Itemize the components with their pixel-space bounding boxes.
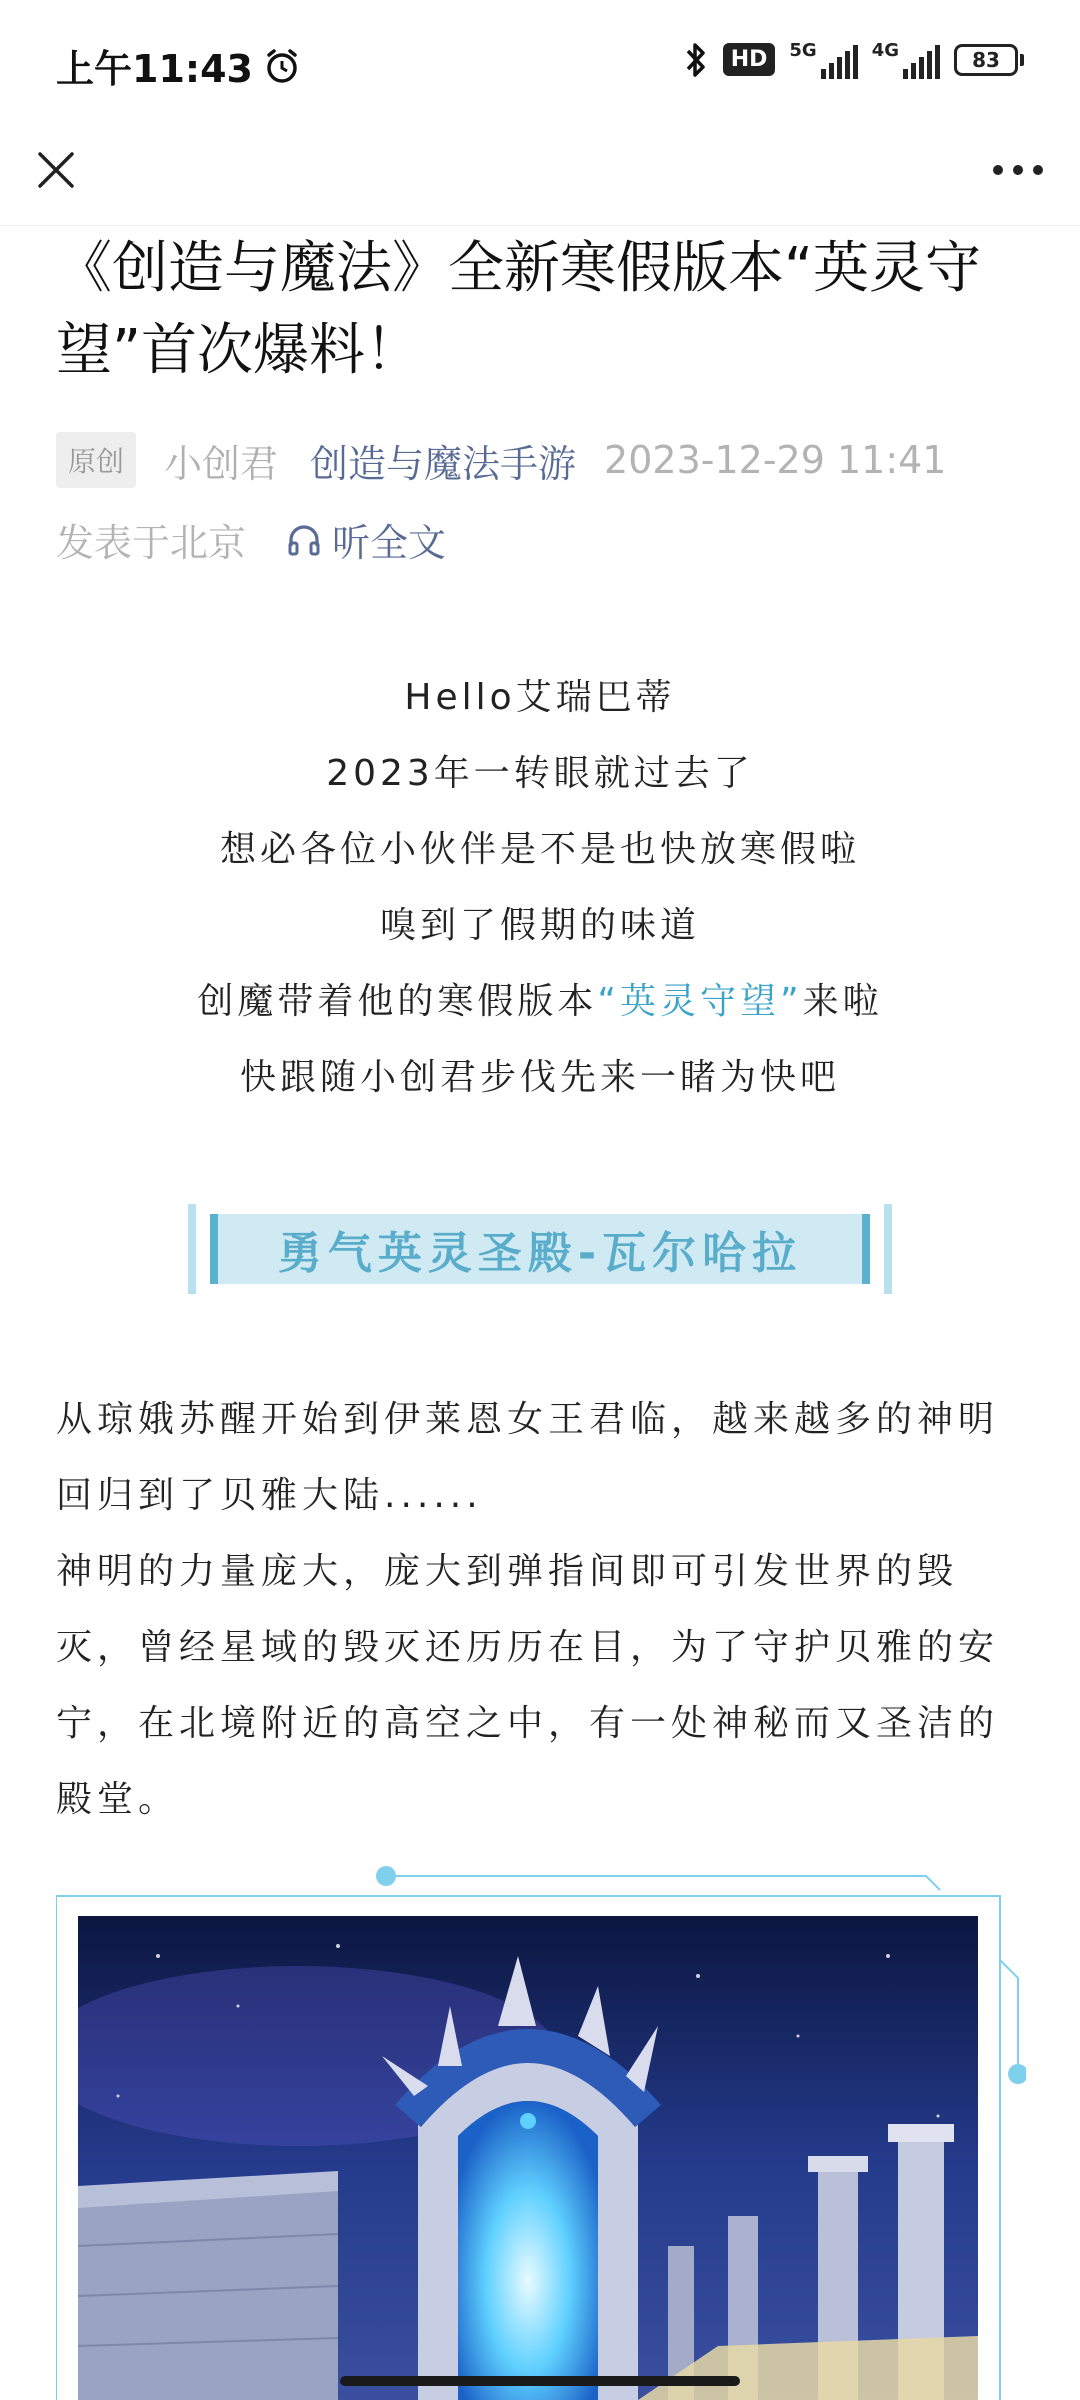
net-label-4g: 4G (871, 40, 899, 61)
alarm-icon (263, 47, 301, 85)
home-indicator[interactable] (340, 2376, 740, 2386)
intro-line: 2023年一转眼就过去了 (326, 753, 754, 794)
intro-line: Hello艾瑞巴蒂 (404, 677, 676, 718)
signal-bars-icon (821, 45, 858, 79)
close-button[interactable] (28, 142, 84, 198)
clock-text: 上午11:43 (56, 47, 253, 91)
more-button[interactable] (988, 142, 1048, 198)
battery-level: 83 (954, 44, 1018, 76)
image-frame (56, 1860, 1026, 2400)
listen-button[interactable] (286, 512, 446, 567)
temple-scene-image (78, 1916, 978, 2400)
status-bar (0, 0, 1080, 120)
article-body (56, 1382, 1026, 1838)
net-label-5g: 5G (789, 40, 817, 61)
signal-5g (789, 40, 857, 79)
status-icons (683, 40, 1024, 79)
intro-line: 嗅到了假期的味道 (379, 905, 700, 946)
original-tag: 原创 (56, 432, 136, 488)
account-link[interactable]: 创造与魔法手游 (310, 441, 577, 486)
article-title: 《创造与魔法》全新寒假版本“英灵守望”首次爆料！ (56, 236, 982, 383)
status-time (56, 38, 301, 93)
publish-location: 发表于北京 (56, 521, 247, 565)
intro-block (0, 660, 1080, 1116)
article-meta-2 (56, 512, 446, 567)
intro-line: 想必各位小伙伴是不是也快放寒假啦 (219, 829, 860, 870)
paragraph: 神明的力量庞大，庞大到弹指间即可引发世界的毁灭，曾经星域的毁灭还历历在目，为了守护贝雅的安宁，在北境附近的高空之中，有一处神秘而又圣洁的殿堂。 (56, 1551, 1000, 1820)
bluetooth-icon (683, 41, 709, 79)
section-title: 勇气英灵圣殿-瓦尔哈拉 (277, 1228, 803, 1279)
publish-date: 2023-12-29 11:41 (604, 438, 947, 482)
article-meta (56, 432, 946, 488)
section-banner (188, 1204, 892, 1294)
hd-badge: HD (723, 43, 776, 76)
signal-bars-icon (903, 45, 940, 79)
author-name[interactable]: 小创君 (164, 441, 279, 486)
nav-bar (0, 120, 1080, 226)
version-highlight: “英灵守望” (597, 981, 803, 1022)
headphone-icon (286, 522, 322, 558)
intro-prefix: 创魔带着他的寒假版本 (197, 981, 598, 1022)
intro-suffix: 来啦 (802, 981, 883, 1022)
game-screenshot[interactable] (78, 1916, 978, 2400)
signal-4g (872, 40, 940, 79)
listen-label: 听全文 (332, 521, 447, 565)
more-icon (992, 164, 1044, 176)
close-icon (36, 150, 76, 190)
battery-icon (954, 44, 1024, 76)
paragraph: 从琼娥苏醒开始到伊莱恩女王君临，越来越多的神明回归到了贝雅大陆...... (56, 1399, 1000, 1516)
intro-line: 快跟随小创君步伐先来一睹为快吧 (239, 1057, 840, 1098)
intro-line-highlight (0, 964, 1080, 1040)
